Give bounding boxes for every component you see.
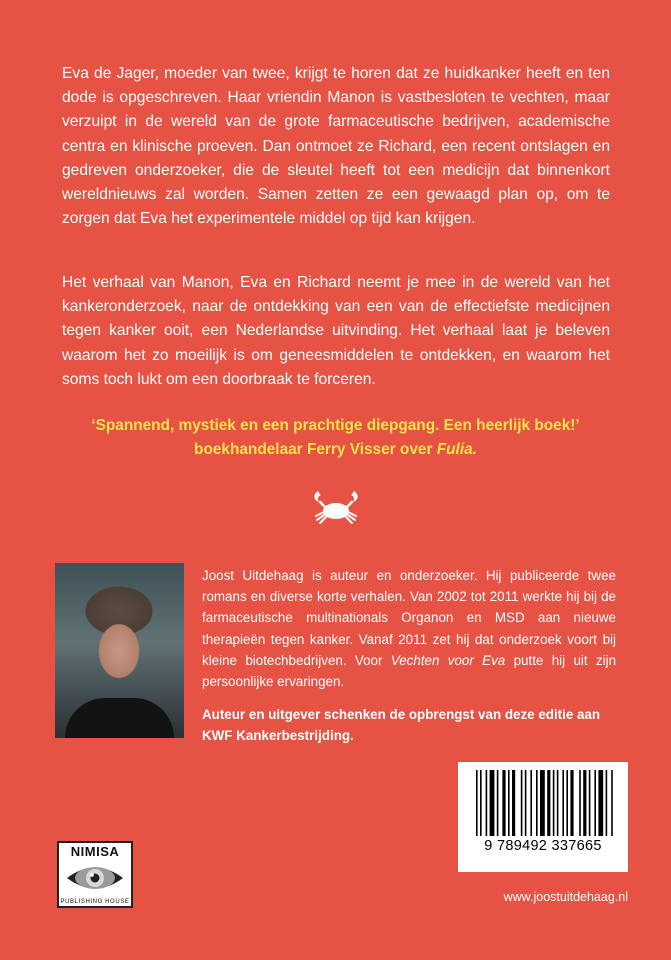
barcode-bar: [530, 770, 532, 836]
barcode-bar: [512, 770, 515, 836]
review-quote: [40, 414, 631, 462]
publisher-name: NIMISA: [70, 844, 120, 859]
author-website[interactable]: www.joostuitdehaag.nl: [503, 890, 628, 904]
isbn-barcode: [458, 762, 628, 872]
barcode-bar: [557, 770, 559, 836]
barcode-bar: [476, 770, 478, 836]
barcode-bar: [589, 770, 591, 836]
barcode-bar: [566, 770, 568, 836]
barcode-bar: [536, 770, 538, 836]
crab-icon: [311, 488, 361, 526]
barcode-bar: [540, 770, 545, 836]
barcode-bar: [562, 770, 564, 836]
barcode-bar: [570, 770, 573, 836]
barcode-bar: [611, 770, 613, 836]
quote-text: ‘Spannend, mystiek en een prachtige diepgang. Een heerlijk boek!’: [91, 417, 580, 434]
publisher-subtitle: PUBLISHING HOUSE: [60, 899, 130, 905]
barcode-bar: [497, 770, 499, 836]
author-photo: [55, 563, 184, 738]
barcode-bar: [480, 770, 482, 836]
eye-icon: [65, 861, 125, 895]
publisher-logo: [57, 841, 133, 908]
quote-attribution-title: Fulia.: [436, 441, 477, 458]
barcode-bar: [579, 770, 581, 836]
quote-attribution-prefix: boekhandelaar Ferry Visser over: [194, 441, 437, 458]
barcode-bar: [525, 770, 527, 836]
barcode-bar: [508, 770, 510, 836]
bio-text-1: Joost Uitdehaag is auteur en onderzoeker. Hij publiceerde twee romans en diverse korte verhalen. Van 2002 tot 2011 werkte hij bij de farmaceutische multinationals Organon en MSD aan nieuwe therapieën tegen kanker. Vanaf 2011 zet hij dat onderzoek voort bij kleine biotechbedrijven. Voor: [202, 568, 616, 668]
barcode-bar: [502, 770, 505, 836]
barcode-bar: [490, 770, 495, 836]
quote-attribution: [40, 438, 631, 462]
barcode-bar: [598, 770, 603, 836]
synopsis-paragraph-1: Eva de Jager, moeder van twee, krijgt te horen dat ze huidkanker heeft en ten dode is opgeschreven. Haar vriendin Manon is vastbesloten te vechten, maar verzuipt in de wereld van de grote farmaceutische bedrijven, academische centra en klinische proeven. Dan ontmoet ze Richard, een recent ontslagen en gedreven onderzoeker, die de sleutel heeft tot een medicijn dat binnenkort wereldnieuws zal worden. Samen zetten ze een gewaagd plan op, om te zorgen dat Eva het experimentele middel op tijd kan krijgen.: [62, 65, 610, 228]
barcode-bars: [458, 762, 628, 840]
barcode-bar: [547, 770, 550, 836]
barcode-bar: [583, 770, 586, 836]
barcode-bar: [521, 770, 523, 836]
bio-text-2: putte hij uit zijn persoonlijke ervaringen.: [202, 652, 617, 690]
isbn-number: 9 789492 337665: [484, 838, 602, 854]
bio-book-title: Vechten voor Eva: [390, 652, 506, 668]
donation-note: Auteur en uitgever schenken de opbrengst van deze editie aan KWF Kankerbestrijding.: [202, 707, 601, 744]
barcode-bar: [486, 770, 488, 836]
barcode-bar: [606, 770, 608, 836]
barcode-bar: [594, 770, 596, 836]
synopsis-paragraph-2: Het verhaal van Manon, Eva en Richard neemt je mee in de wereld van het kankeronderzoek, naar de ontdekking van een van de effectiefste medicijnen tegen kanker ooit, een Nederlandse uitvinding. Het verhaal laat je beleven waarom het zo moeilijk is om geneesmiddelen te ontdekken, en waarom het soms toch lukt om een doorbraak te forceren.: [62, 274, 610, 388]
author-bio: [202, 565, 616, 692]
barcode-bar: [553, 770, 555, 836]
